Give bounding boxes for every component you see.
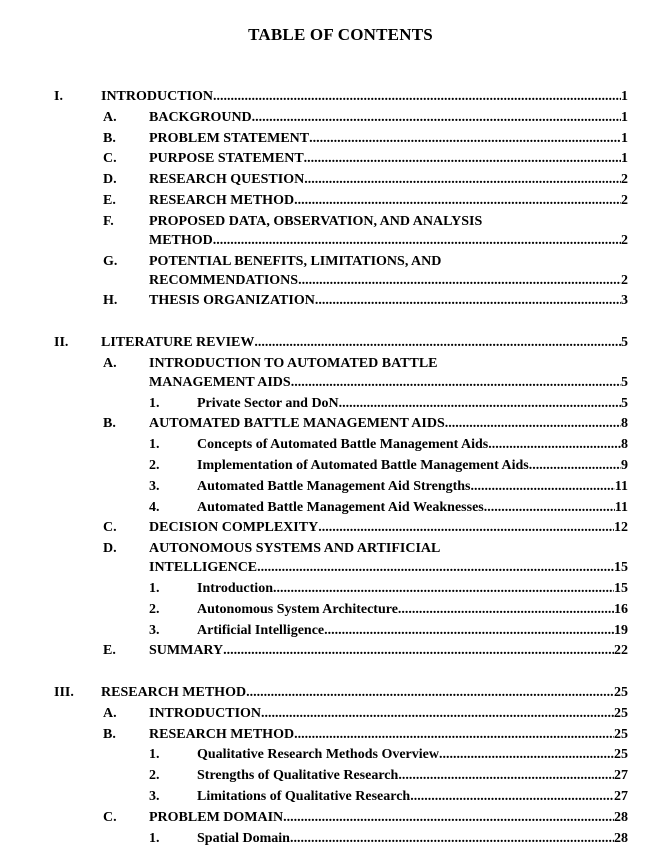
dot-leader [213, 232, 621, 250]
section-entry-page: 1 [621, 151, 628, 167]
section-title-line: INTRODUCTION TO AUTOMATED BATTLE [149, 355, 438, 371]
chapter-entry-title: LITERATURE REVIEW [101, 335, 255, 350]
section-entry[interactable] [149, 519, 628, 537]
section-entry-page: 3 [621, 293, 628, 309]
section-entry-page: 12 [614, 520, 628, 536]
section-entry[interactable] [149, 272, 628, 290]
chapter-number: III. [54, 685, 74, 700]
subsection-entry[interactable] [197, 436, 628, 454]
dot-leader [273, 580, 614, 598]
section-entry-page: 2 [621, 172, 628, 188]
dot-leader [529, 457, 621, 475]
subsection-entry-page: 9 [621, 458, 628, 473]
section-number: A. [103, 705, 117, 721]
section-number: G. [103, 253, 118, 269]
subsection-number: 2. [149, 768, 160, 784]
subsection-number: 1. [149, 830, 160, 846]
subsection-number: 3. [149, 622, 160, 638]
dot-leader [339, 395, 621, 413]
subsection-number: 2. [149, 601, 160, 617]
chapter-number: II. [54, 335, 69, 350]
chapter-entry[interactable] [101, 684, 628, 702]
dot-leader [324, 622, 614, 640]
section-number: D. [103, 172, 117, 188]
subsection-entry-title: Introduction [197, 581, 273, 596]
section-entry[interactable] [149, 809, 628, 827]
subsection-entry-page: 16 [614, 601, 628, 617]
subsection-entry-title: Automated Battle Management Aid Strengths [197, 478, 471, 494]
dot-leader [304, 150, 621, 168]
section-entry-page: 28 [614, 809, 628, 825]
chapter-entry-title: INTRODUCTION [101, 89, 214, 104]
section-number: B. [103, 130, 116, 146]
section-entry-title: DECISION COMPLEXITY [149, 520, 319, 536]
section-entry-page: 8 [621, 416, 628, 432]
dot-leader [471, 478, 615, 496]
subsection-entry-title: Qualitative Research Methods Overview [197, 747, 439, 763]
section-number: C. [103, 520, 117, 536]
section-number: C. [103, 809, 117, 825]
subsection-entry-page: 27 [614, 789, 628, 804]
subsection-entry[interactable] [197, 830, 628, 848]
subsection-number: 3. [149, 478, 160, 494]
dot-leader [246, 684, 614, 702]
subsection-entry[interactable] [197, 746, 628, 764]
dot-leader [318, 519, 614, 537]
subsection-entry-page: 19 [614, 622, 628, 638]
subsection-number: 1. [149, 747, 160, 763]
section-entry[interactable] [149, 171, 628, 189]
subsection-entry[interactable] [197, 601, 628, 619]
section-entry[interactable] [149, 130, 628, 148]
dot-leader [488, 436, 621, 454]
section-number: D. [103, 541, 117, 557]
section-entry-page: 25 [614, 705, 628, 721]
section-entry-title: RESEARCH METHOD [149, 193, 295, 208]
chapter-entry-page: 5 [621, 335, 628, 350]
subsection-entry-page: 11 [614, 478, 628, 494]
subsection-entry-title: Implementation of Automated Battle Management Aids [197, 458, 529, 473]
section-entry[interactable] [149, 374, 628, 392]
section-number: A. [103, 109, 117, 125]
section-entry[interactable] [149, 642, 628, 660]
subsection-number: 1. [149, 581, 160, 596]
subsection-number: 1. [149, 395, 160, 411]
section-entry-title: BACKGROUND [149, 109, 252, 125]
section-entry[interactable] [149, 726, 628, 744]
section-title-line: PROPOSED DATA, OBSERVATION, AND ANALYSIS [149, 213, 483, 229]
dot-leader [223, 642, 614, 660]
subsection-entry[interactable] [197, 580, 628, 598]
subsection-entry-title: Limitations of Qualitative Research [197, 789, 411, 804]
subsection-entry-page: 8 [621, 437, 628, 453]
section-entry-title: RESEARCH METHOD [149, 726, 295, 742]
section-number: E. [103, 193, 116, 208]
dot-leader [252, 109, 621, 127]
section-entry-title: SUMMARY [149, 643, 224, 659]
section-entry-page: 1 [621, 109, 628, 125]
chapter-entry[interactable] [101, 334, 628, 352]
subsection-entry-title: Autonomous System Architecture [197, 601, 398, 617]
dot-leader [298, 272, 621, 290]
section-number: H. [103, 293, 118, 309]
chapter-number: I. [54, 89, 63, 104]
section-entry[interactable] [149, 109, 628, 127]
subsection-entry-page: 5 [621, 395, 628, 411]
section-number: F. [103, 213, 114, 229]
chapter-entry-page: 25 [614, 685, 628, 700]
section-entry-page: 2 [621, 193, 628, 208]
section-entry-page: 2 [621, 272, 628, 288]
subsection-entry-title: Artificial Intelligence [197, 622, 325, 638]
subsection-entry-page: 11 [614, 499, 628, 515]
toc-title: TABLE OF CONTENTS [248, 25, 433, 44]
section-entry-title: RESEARCH QUESTION [149, 172, 305, 188]
chapter-entry[interactable] [101, 88, 628, 106]
section-entry-page: 5 [621, 374, 628, 390]
dot-leader [261, 705, 614, 723]
section-entry[interactable] [149, 292, 628, 310]
section-entry-page: 15 [614, 560, 628, 576]
dot-leader [294, 192, 621, 210]
section-entry[interactable] [149, 705, 628, 723]
section-entry-title: PROBLEM DOMAIN [149, 809, 284, 825]
dot-leader [213, 88, 621, 106]
section-entry-title: INTELLIGENCE [149, 560, 258, 576]
section-title-line: AUTONOMOUS SYSTEMS AND ARTIFICIAL [149, 541, 441, 557]
subsection-number: 1. [149, 437, 160, 453]
subsection-number: 2. [149, 458, 160, 473]
dot-leader [254, 334, 621, 352]
subsection-entry[interactable] [197, 767, 628, 785]
section-entry-page: 2 [621, 232, 628, 248]
dot-leader [484, 499, 615, 517]
dot-leader [290, 830, 614, 848]
section-number: B. [103, 726, 116, 742]
section-entry-title: MANAGEMENT AIDS [149, 374, 291, 390]
dot-leader [398, 767, 614, 785]
section-entry-title: RECOMMENDATIONS [149, 272, 299, 288]
section-number: B. [103, 416, 116, 432]
section-entry[interactable] [149, 192, 628, 210]
subsection-entry-title: Automated Battle Management Aid Weaknesses [197, 499, 484, 515]
dot-leader [304, 171, 621, 189]
chapter-entry-title: RESEARCH METHOD [101, 685, 247, 700]
dot-leader [315, 292, 621, 310]
chapter-entry-page: 1 [621, 89, 628, 104]
dot-leader [291, 374, 621, 392]
subsection-entry[interactable] [197, 622, 628, 640]
subsection-entry-title: Private Sector and DoN [197, 395, 339, 411]
subsection-number: 4. [149, 499, 160, 515]
section-entry-title: THESIS ORGANIZATION [149, 293, 315, 309]
dot-leader [410, 788, 614, 806]
dot-leader [294, 726, 614, 744]
section-entry-page: 22 [614, 643, 628, 659]
subsection-entry-page: 27 [614, 768, 628, 784]
section-number: C. [103, 151, 117, 167]
dot-leader [398, 601, 614, 619]
dot-leader [309, 130, 621, 148]
section-entry[interactable] [149, 232, 628, 250]
dot-leader [283, 809, 614, 827]
section-title-line: POTENTIAL BENEFITS, LIMITATIONS, AND [149, 253, 442, 269]
dot-leader [445, 415, 621, 433]
subsection-entry[interactable] [197, 478, 628, 496]
section-entry-title: AUTOMATED BATTLE MANAGEMENT AIDS [149, 416, 445, 432]
section-entry-title: INTRODUCTION [149, 705, 262, 721]
section-entry-title: PROBLEM STATEMENT [149, 130, 310, 146]
subsection-entry-page: 28 [614, 830, 628, 846]
section-entry[interactable] [149, 415, 628, 433]
subsection-entry[interactable] [197, 788, 628, 806]
section-entry-page: 25 [614, 726, 628, 742]
section-entry-title: METHOD [149, 232, 213, 248]
subsection-entry[interactable] [197, 499, 628, 517]
section-entry-page: 1 [621, 130, 628, 146]
section-entry[interactable] [149, 559, 628, 577]
dot-leader [439, 746, 614, 764]
section-entry[interactable] [149, 150, 628, 168]
subsection-entry-title: Spatial Domain [197, 830, 290, 846]
subsection-entry-title: Strengths of Qualitative Research [197, 768, 399, 784]
subsection-entry-page: 15 [614, 581, 628, 596]
subsection-entry[interactable] [197, 395, 628, 413]
subsection-entry[interactable] [197, 457, 628, 475]
dot-leader [257, 559, 614, 577]
subsection-entry-page: 25 [614, 747, 628, 763]
section-entry-title: PURPOSE STATEMENT [149, 151, 304, 167]
subsection-number: 3. [149, 789, 160, 804]
section-number: E. [103, 643, 116, 659]
subsection-entry-title: Concepts of Automated Battle Management Aids [197, 437, 489, 453]
section-number: A. [103, 355, 117, 371]
